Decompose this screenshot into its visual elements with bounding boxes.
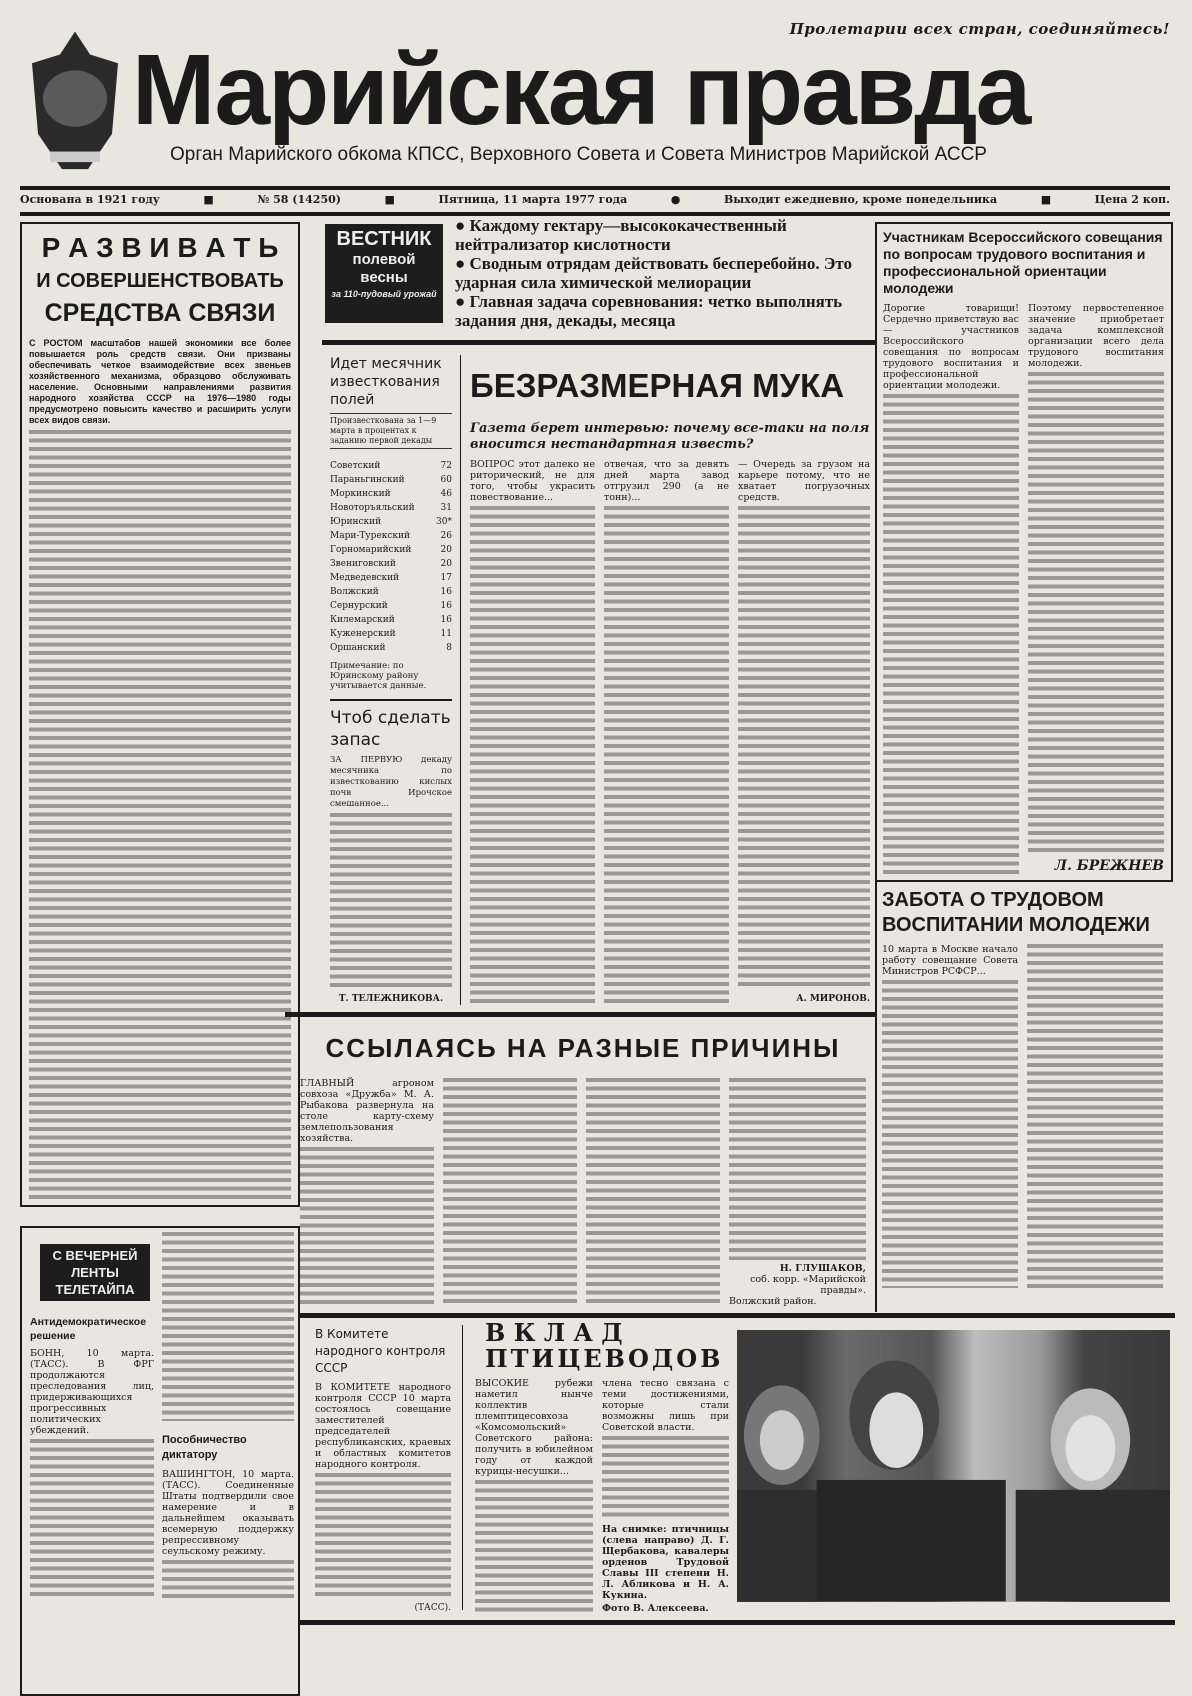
district-percent: 16 xyxy=(440,615,452,625)
masthead-subtitle: Орган Марийского обкома КПСС, Верховного Совета и Совета Министров Марийской АССР xyxy=(170,144,987,165)
kontrol-source: (ТАСС). xyxy=(414,1603,451,1613)
issue-date: Пятница, 11 марта 1977 года xyxy=(438,193,628,206)
greeting-text-2: Поэтому первостепенное значение приобретает задача комплексной организации всего дела трудового воспитания молодежи. xyxy=(1028,303,1164,369)
zabota-article xyxy=(882,888,1168,1288)
liming-row xyxy=(330,529,452,543)
liming-row xyxy=(330,599,452,613)
district-percent: 60 xyxy=(440,475,452,485)
teletype-item2-title: Пособничество диктатору xyxy=(162,1434,247,1461)
kontrol-text: В КОМИТЕТЕ народного контроля СССР 10 марта состоялось совещание заместителей председателей республиканских, краевых и областных комитетов народного контроля. xyxy=(315,1382,451,1470)
greeting-headline: Участникам Всероссийского совещания по вопросам трудового воспитания и профессиональной ориентации молодежи xyxy=(883,229,1163,296)
liming-row xyxy=(330,501,452,515)
vklad-headline-1: В К Л А Д xyxy=(485,1318,623,1347)
vklad-article xyxy=(475,1320,729,1615)
teletype-item2-text: ВАШИНГТОН, 10 марта. (ТАСС). Соединенные Штаты подтвердили свое намерение и в дальнейшем оказывать всемерную поддержку репрессивному сеульскому режиму. xyxy=(162,1469,294,1557)
greeting-signature: Л. БРЕЖНЕВ xyxy=(1054,858,1164,874)
liming-row xyxy=(330,585,452,599)
muka-subhead: Газета берет интервью: почему все-таки на поля вносится нестандартная известь? xyxy=(470,421,870,452)
lead-text: С РОСТОМ масштабов нашей экономики все более повышается роль средств связи. Они призваны обеспечивать четкое взаимодействие всех звеньев хозяйственного механизма, образцово обслуживать население. Основными направлениями развития народного хозяйства СССР на 1976—1980 годы предусмотрено повысить качество и расширить услуги всех видов связи. xyxy=(29,338,291,425)
bullets xyxy=(455,216,873,330)
vklad-headline-2: ПТИЦЕВОДОВ xyxy=(485,1344,724,1373)
liming-row xyxy=(330,627,452,641)
vestnik-tag: за 110-пудовый урожай xyxy=(331,289,437,299)
zabota-headline: ЗАБОТА О ТРУДОВОМ ВОСПИТАНИИ МОЛОДЕЖИ xyxy=(882,889,1150,936)
district-name: Советский xyxy=(330,461,381,471)
district-percent: 20 xyxy=(440,545,452,555)
district-name: Юринский xyxy=(330,517,382,527)
district-percent: 16 xyxy=(440,587,452,597)
frequency: Выходит ежедневно, кроме понедельника xyxy=(723,193,998,206)
liming-row xyxy=(330,613,452,627)
district-percent: 46 xyxy=(440,489,452,499)
vklad-text-2: члена тесно связана с теми достижениями, которые стали возможны лишь при Советской власти. xyxy=(602,1378,729,1433)
author-place: Волжский район. xyxy=(729,1296,817,1307)
poultry-workers-photo xyxy=(737,1330,1170,1602)
greeting-box xyxy=(877,222,1173,882)
lead-article xyxy=(20,222,300,1207)
liming-row xyxy=(330,515,452,529)
liming-row xyxy=(330,571,452,585)
district-name: Оршанский xyxy=(330,643,386,653)
district-percent: 72 xyxy=(440,461,452,471)
prichiny-headline: ССЫЛАЯСЬ НА РАЗНЫЕ ПРИЧИНЫ xyxy=(325,1033,841,1063)
author-title: соб. корр. «Марийской правды». xyxy=(750,1274,866,1296)
vestnik-badge xyxy=(325,224,443,323)
muka-text-3: — Очередь за грузом на карьере потому, что не хватает погрузочных средств. xyxy=(738,459,870,503)
muka-text-2: отвечая, что за девять дней марта завод отгрузил 290 (а не тонн)... xyxy=(604,459,729,503)
liming-subtitle: Произвесткована за 1—9 марта в процентах к заданию первой декады xyxy=(330,413,452,449)
liming-section xyxy=(330,355,452,1005)
liming-row xyxy=(330,473,452,487)
district-name: Медведевский xyxy=(330,573,400,583)
newspaper-title: Марийская правда xyxy=(132,34,1030,146)
author: Н. ГЛУШАКОВ, xyxy=(779,1263,866,1274)
liming-row xyxy=(330,557,452,571)
district-percent: 16 xyxy=(440,601,452,611)
vestnik-line2: полевой xyxy=(352,251,416,268)
muka-article xyxy=(470,355,870,1005)
district-name: Мари-Турекский xyxy=(330,531,411,541)
muka-text-1: ВОПРОС этот далеко не риторический, не для того, чтобы украсить повествование... xyxy=(470,459,595,503)
district-percent: 26 xyxy=(440,531,452,541)
liming-title: Идет месячник известкования полей xyxy=(330,356,442,408)
kontrol-article xyxy=(315,1326,451,1614)
teletype-item1-title: Антидемократическое решение xyxy=(30,1316,147,1342)
teletype-badge: С ВЕЧЕРНЕЙ ЛЕНТЫ ТЕЛЕТАЙПА xyxy=(40,1244,150,1301)
district-percent: 11 xyxy=(440,629,452,639)
liming-row xyxy=(330,543,452,557)
teletype-right-column xyxy=(162,1232,294,1600)
price: Цена 2 коп. xyxy=(1094,193,1170,206)
district-name: Сернурский xyxy=(330,601,388,611)
district-name: Новоторъяльский xyxy=(330,503,415,513)
district-name: Звениговский xyxy=(330,559,396,569)
photo-credit: Фото В. Алексеева. xyxy=(602,1603,709,1614)
district-name: Куженерский xyxy=(330,629,396,639)
muka-byline: А. МИРОНОВ. xyxy=(796,994,870,1004)
district-percent: 20 xyxy=(440,559,452,569)
bullet-item: ● Каждому гектару—высококачественный нейтрализатор кислотности xyxy=(455,216,787,254)
kontrol-title: В Комитете народного контроля СССР xyxy=(315,1327,446,1375)
zabota-text: 10 марта в Москве начало работу совещание Совета Министров РСФСР... xyxy=(882,944,1018,977)
lead-headline-3: СРЕДСТВА СВЯЗИ xyxy=(44,299,276,327)
photo-caption: На снимке: птичницы (слева направо) Д. Г. Щербакова, кавалеры орденов Трудовой Славы III степени Н. Л. Абликова и Н. А. Кукина. xyxy=(602,1524,729,1601)
zapas-byline: Т. ТЕЛЕЖНИКОВА. xyxy=(338,994,444,1004)
liming-note: Примечание: по Юринскому району учитывается данные. xyxy=(330,661,427,691)
bullet-item: ● Сводным отрядам действовать бесперебойно. Это ударная сила химической мелиорации xyxy=(455,254,853,292)
liming-row xyxy=(330,641,452,655)
zapas-text: ЗА ПЕРВУЮ декаду месячника по известкованию кислых почв Ирочское смешанное... xyxy=(330,755,452,809)
prichiny-article xyxy=(300,1022,866,1307)
liming-row xyxy=(330,459,452,473)
liming-row xyxy=(330,487,452,501)
emblem xyxy=(28,28,123,178)
vestnik-line3: весны xyxy=(360,269,408,286)
district-name: Волжский xyxy=(330,587,379,597)
zapas-title: Чтоб сделать запас xyxy=(330,708,451,750)
issue-number: № 58 (14250) xyxy=(257,193,341,206)
bullet-item: ● Главная задача соревнования: четко выполнять задания дня, декады, месяца xyxy=(455,292,843,330)
teletype-item1-text: БОНН, 10 марта. (ТАСС). В ФРГ продолжаются преследования лиц, придерживающихся прогрессивных политических убеждений. xyxy=(30,1348,154,1436)
prichiny-byline xyxy=(729,1263,866,1307)
slogan: Пролетарии всех стран, соединяйтесь! xyxy=(789,20,1170,38)
lead-headline-2: И СОВЕРШЕНСТВОВАТЬ xyxy=(36,270,284,292)
prichiny-text: ГЛАВНЫЙ агроном совхоза «Дружба» М. А. Рыбакова развернула на столе карту-схему землепользования хозяйства. xyxy=(300,1078,434,1144)
muka-headline: БЕЗРАЗМЕРНАЯ МУКА xyxy=(470,367,845,404)
founded: Основана в 1921 году xyxy=(20,193,160,206)
district-name: Килемарский xyxy=(330,615,395,625)
lead-headline-1: Р А З В И В А Т Ь xyxy=(41,232,279,263)
district-name: Горномарийский xyxy=(330,545,412,555)
district-name: Моркинский xyxy=(330,489,391,499)
district-percent: 17 xyxy=(440,573,452,583)
district-name: Параньгинский xyxy=(330,475,405,485)
district-percent: 31 xyxy=(440,503,452,513)
teletype-left-column xyxy=(30,1244,154,1600)
info-line: Основана в 1921 году ■ № 58 (14250) ■ Пятница, 11 марта 1977 года ● Выходит ежедневно, кроме понедельника ■ Цена 2 коп. xyxy=(20,193,1170,206)
district-percent: 8 xyxy=(446,643,452,653)
greeting-text-1: Дорогие товарищи! Сердечно приветствую вас — участников Всероссийского совещания по вопросам трудового воспитания и профессиональной ориентации молодежи. xyxy=(883,303,1019,391)
vestnik-title: ВЕСТНИК xyxy=(336,228,432,250)
district-percent: 30* xyxy=(436,517,452,527)
vklad-text-1: ВЫСОКИЕ рубежи наметил нынче коллектив племптицесовхоза «Комсомольский» Советского района: получить в юбилейном году от каждой курицы-несушки... xyxy=(475,1378,593,1477)
